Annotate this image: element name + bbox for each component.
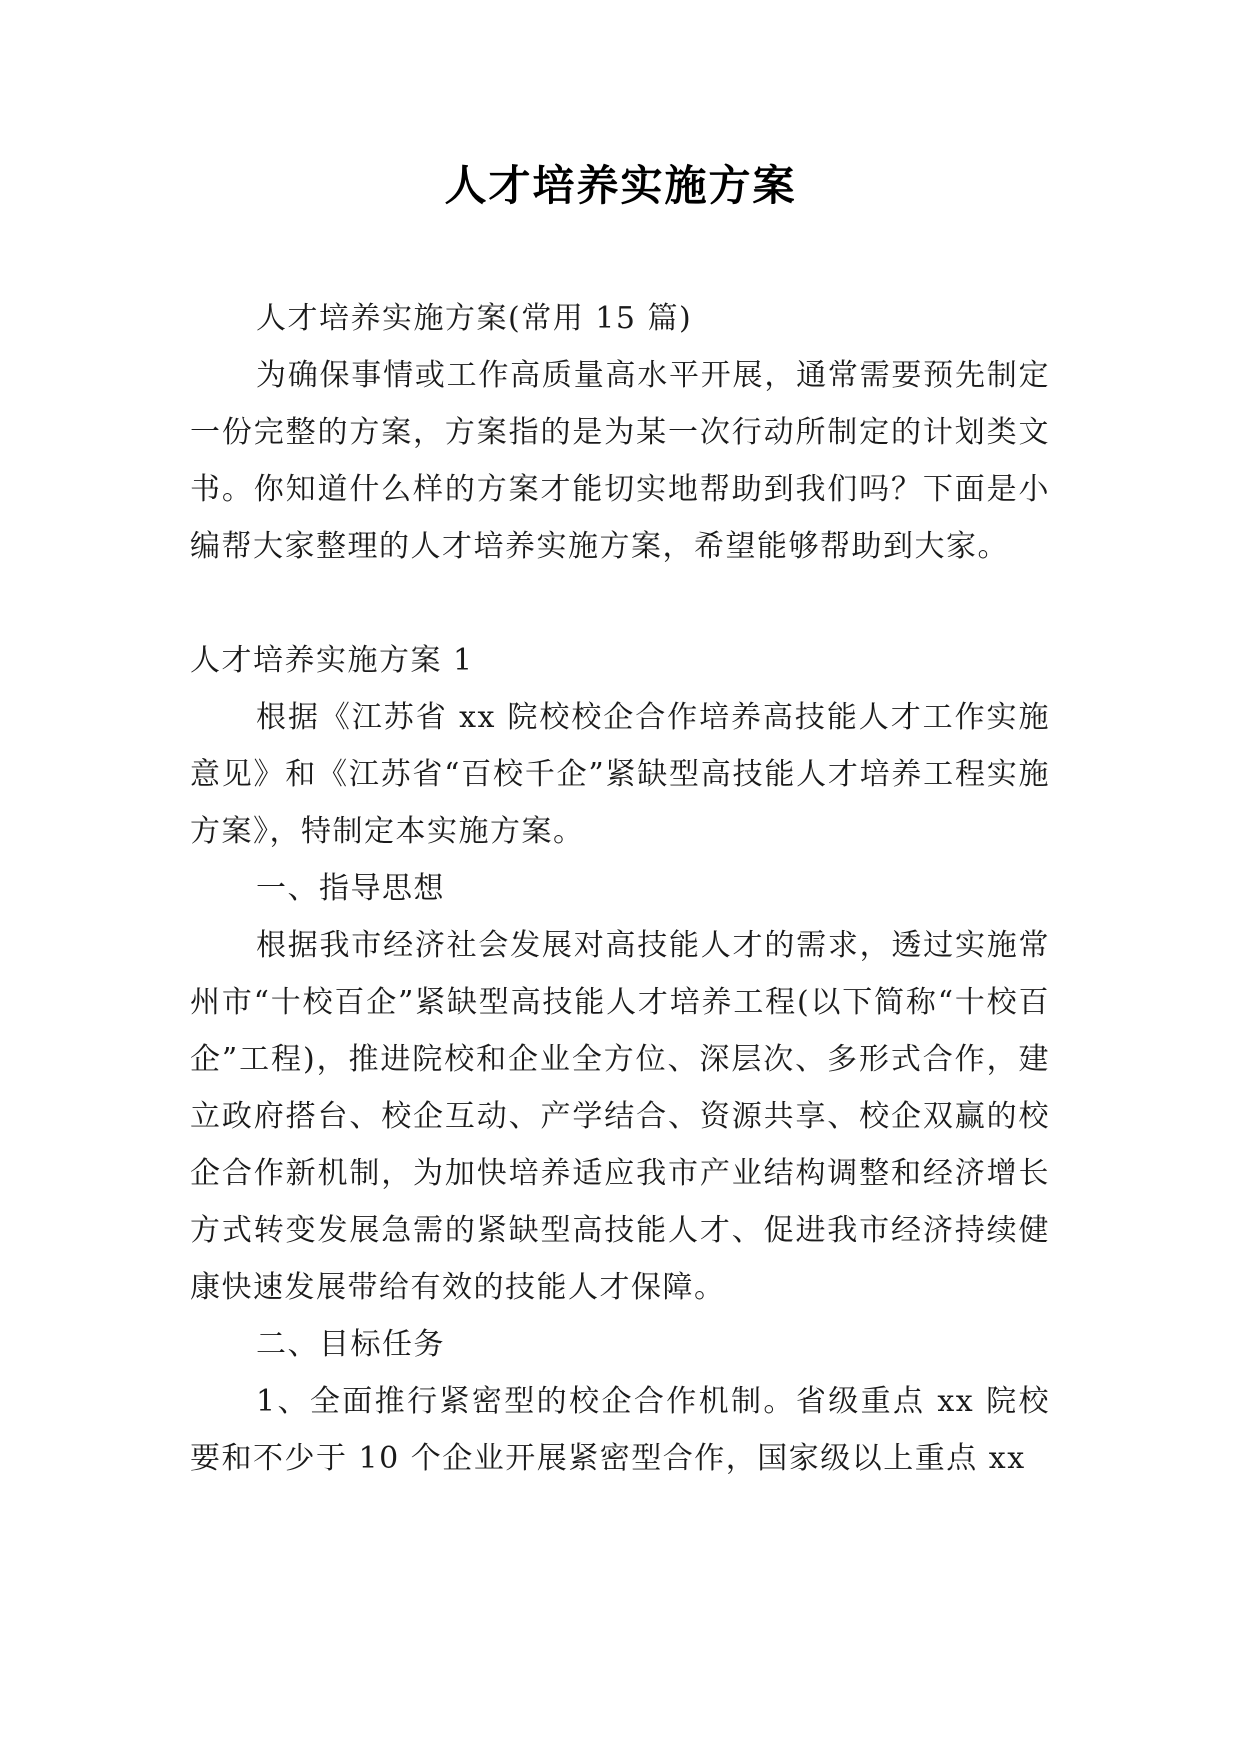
heading-guiding-ideology: 一、指导思想	[256, 871, 445, 906]
document-body	[190, 290, 1050, 1487]
goals-item-1-paragraph: 1、全面推行紧密型的校企合作机制。省级重点 xx 院校要和不少于 10 个企业开展紧密型合作，国家级以上重点 xx	[190, 1384, 1050, 1476]
heading-goals-tasks: 二、目标任务	[256, 1327, 445, 1362]
section-heading: 人才培养实施方案 1	[190, 643, 474, 678]
basis-paragraph: 根据《江苏省 xx 院校校企合作培养高技能人才工作实施意见》和《江苏省“百校千企”紧缺型高技能人才培养工程实施方案》，特制定本实施方案。	[190, 700, 1050, 849]
intro-paragraph: 为确保事情或工作高质量高水平开展，通常需要预先制定一份完整的方案，方案指的是为某一次行动所制定的计划类文书。你知道什么样的方案才能切实地帮助到我们吗？下面是小编帮大家整理的人才培养实施方案，希望能够帮助到大家。	[190, 358, 1050, 564]
subtitle-paragraph: 人才培养实施方案(常用 15 篇)	[256, 301, 693, 336]
document-title: 人才培养实施方案	[444, 161, 797, 210]
guiding-ideology-paragraph: 根据我市经济社会发展对高技能人才的需求，透过实施常州市“十校百企”紧缺型高技能人才培养工程(以下简称“十校百企”工程)，推进院校和企业全方位、深层次、多形式合作，建立政府搭台、校企互动、产学结合、资源共享、校企双赢的校企合作新机制，为加快培养适应我市产业结构调整和经济增长方式转变发展急需的紧缺型高技能人才、促进我市经济持续健康快速发展带给有效的技能人才保障。	[190, 928, 1050, 1305]
